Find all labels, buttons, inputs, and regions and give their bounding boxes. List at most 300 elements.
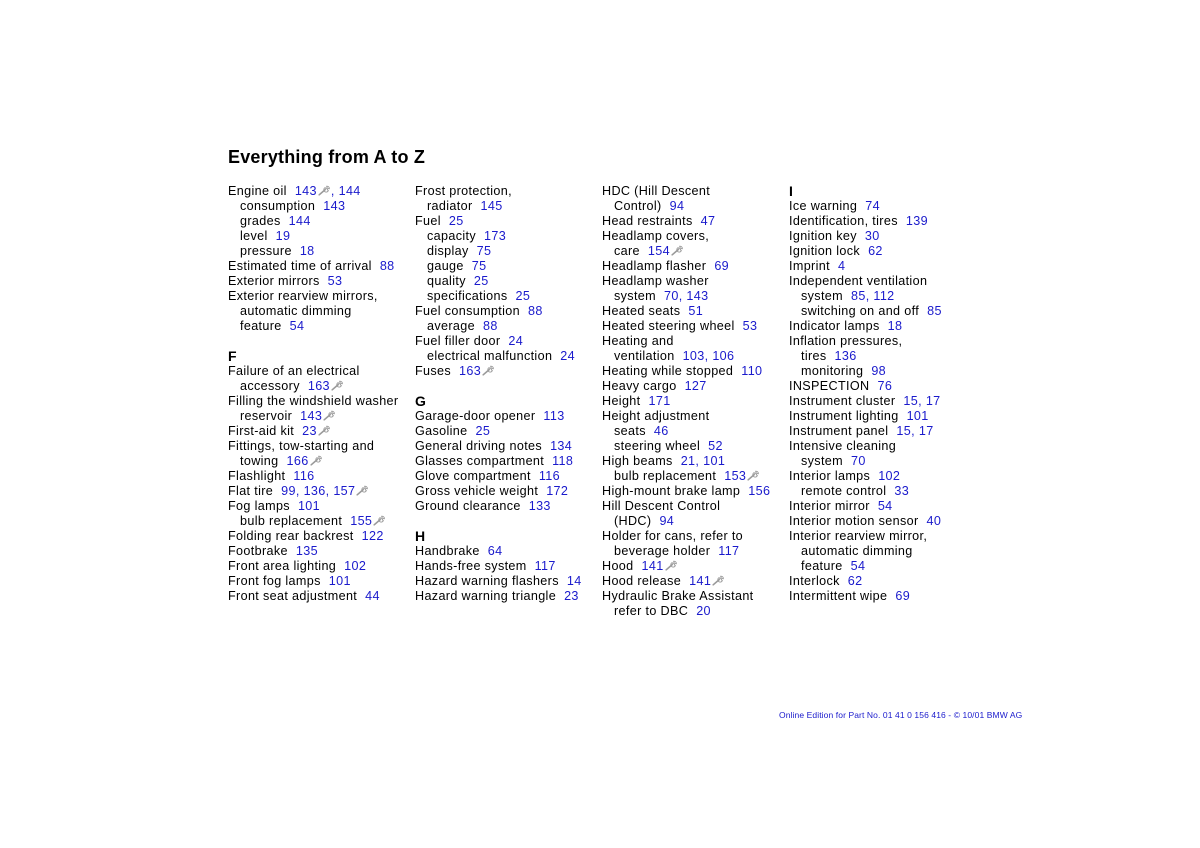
index-entry — [789, 229, 975, 244]
entry-label: ventilation — [614, 349, 675, 363]
index-subentry — [602, 514, 788, 529]
index-entry: Instrument cluster 15, 17 — [789, 394, 941, 408]
page-link[interactable]: 113 — [543, 409, 565, 423]
entry-label: system — [801, 454, 843, 468]
index-entry — [789, 259, 975, 274]
entry-label: Fuel filler door — [415, 334, 501, 348]
index-subentry — [415, 199, 601, 214]
entry-label: Interior lamps — [789, 469, 871, 483]
page-link[interactable]: 98 — [871, 364, 887, 378]
index-entry — [602, 394, 788, 409]
entry-label: monitoring — [801, 364, 864, 378]
entry-label: Heated steering wheel — [602, 319, 735, 333]
index-entry — [415, 304, 601, 319]
index-entry — [228, 394, 414, 409]
entry-label: Front fog lamps — [228, 574, 321, 588]
index-subentry — [415, 349, 601, 364]
page-link[interactable]: 54 — [850, 559, 866, 573]
page-link[interactable]: 122 — [361, 529, 384, 543]
entry-label: Fittings, tow-starting and — [228, 439, 375, 453]
page-link[interactable]: 102 — [344, 559, 367, 573]
index-entry — [415, 499, 601, 514]
page-link[interactable]: 139 — [905, 214, 928, 228]
page-link[interactable]: 171 — [648, 394, 671, 408]
page-link[interactable]: 75 — [471, 259, 487, 273]
page-link[interactable]: 47 — [700, 214, 716, 228]
page-link[interactable]: 62 — [847, 574, 863, 588]
entry-label: Instrument panel — [789, 424, 889, 438]
page-link[interactable]: 51 — [688, 304, 704, 318]
entry-label: tires — [801, 349, 827, 363]
page-link[interactable]: 127 — [684, 379, 707, 393]
wrench-icon — [356, 485, 369, 496]
page-link[interactable]: 141 — [689, 574, 712, 588]
entry-label: Handbrake — [415, 544, 480, 558]
index-subentry — [415, 289, 601, 304]
entry-label: Headlamp covers, — [602, 229, 710, 243]
page-link[interactable]: 70 — [663, 289, 679, 303]
page-link[interactable]: 101 — [703, 454, 726, 468]
index-entry — [228, 499, 414, 514]
page-link[interactable]: 25 — [473, 274, 489, 288]
entry-label: Fuses — [415, 364, 452, 378]
index-entry — [228, 274, 414, 289]
page-link[interactable]: 143 — [323, 199, 346, 213]
page-link[interactable]: 69 — [714, 259, 730, 273]
entry-label: towing — [240, 454, 279, 468]
entry-label: Garage-door opener — [415, 409, 536, 423]
wrench-icon — [665, 560, 678, 571]
index-subentry — [228, 319, 414, 334]
page-link[interactable]: 88 — [528, 304, 543, 318]
index-subentry — [228, 379, 414, 394]
index-subentry — [789, 454, 975, 469]
page-link[interactable]: 155 — [350, 514, 373, 528]
section-heading-f: F — [228, 348, 237, 364]
index-entry: Flat tire 99, 136, 157 — [228, 484, 414, 499]
page-link[interactable]: 110 — [741, 364, 763, 378]
entry-label: accessory — [240, 379, 300, 393]
index-entry — [415, 409, 601, 424]
entry-label: Footbrake — [228, 544, 288, 558]
page-link[interactable]: 163 — [459, 364, 482, 378]
page-link[interactable]: 145 — [480, 199, 503, 213]
index-entry — [415, 484, 601, 499]
page-link[interactable]: 15 — [903, 394, 919, 408]
page-link[interactable]: 40 — [926, 514, 942, 528]
wrench-icon — [712, 575, 725, 586]
page-link[interactable]: 156 — [748, 484, 771, 498]
page-link[interactable]: 23 — [302, 424, 317, 438]
page-link[interactable]: 54 — [289, 319, 305, 333]
section-heading-i: I — [789, 183, 794, 199]
index-entry — [228, 589, 414, 604]
index-subentry — [228, 409, 414, 424]
entry-label: Gasoline — [415, 424, 468, 438]
entry-label: Glasses compartment — [415, 454, 545, 468]
page-link[interactable]: 106 — [712, 349, 735, 363]
page-link[interactable]: 30 — [864, 229, 880, 243]
entry-label: beverage holder — [614, 544, 711, 558]
index-subentry — [602, 544, 788, 559]
page-title: Everything from A to Z — [228, 147, 426, 167]
entry-label: Frost protection, — [415, 184, 512, 198]
index-entry — [789, 469, 975, 484]
entry-label: bulb replacement — [240, 514, 343, 528]
page-link[interactable]: 44 — [365, 589, 380, 603]
index-entry — [228, 559, 414, 574]
page-link[interactable]: 143 — [294, 184, 317, 198]
index-entry — [415, 589, 601, 604]
edition-footer: Online Edition for Part No. 01 41 0 156 416 - © 10/01 BMW AG — [779, 710, 1023, 720]
page-link[interactable]: 136 — [303, 484, 326, 498]
index-entry — [789, 244, 975, 259]
index-subentry — [789, 304, 975, 319]
page-link[interactable]: 102 — [878, 469, 901, 483]
page-link[interactable]: 154 — [647, 244, 670, 258]
wrench-icon — [331, 380, 344, 391]
page-link[interactable]: 153 — [724, 469, 747, 483]
index-subentry — [228, 454, 414, 469]
index-subentry — [602, 244, 788, 259]
page-link[interactable]: 17 — [925, 394, 941, 408]
index-subentry: ventilation 103, 106 — [614, 349, 735, 363]
index-entry — [415, 424, 601, 439]
page-link[interactable]: 25 — [475, 424, 491, 438]
index-entry — [415, 454, 601, 469]
page-link[interactable]: 99 — [281, 484, 296, 498]
page-link[interactable]: 17 — [918, 424, 934, 438]
index-column-4 — [789, 184, 975, 604]
entry-label: Ground clearance — [415, 499, 521, 513]
entry-label: Front area lighting — [228, 559, 337, 573]
index-entry — [228, 364, 414, 379]
entry-label: High-mount brake lamp — [602, 484, 741, 498]
entry-label: radiator — [427, 199, 473, 213]
wrench-icon — [671, 245, 684, 256]
section-heading-h: H — [415, 528, 426, 544]
index-entry — [789, 514, 975, 529]
page-link[interactable]: 144 — [288, 214, 311, 228]
page-link[interactable]: 112 — [873, 289, 895, 303]
page-link[interactable]: 157 — [333, 484, 356, 498]
index-subentry — [602, 439, 788, 454]
page-link[interactable]: 143 — [686, 289, 709, 303]
index-subentry — [415, 319, 601, 334]
index-entry — [415, 574, 601, 589]
entry-label: Hydraulic Brake Assistant — [602, 589, 754, 603]
page-link[interactable]: 25 — [515, 289, 531, 303]
page-link[interactable]: 135 — [295, 544, 318, 558]
page-link[interactable]: 101 — [906, 409, 929, 423]
page-link[interactable]: 19 — [275, 229, 291, 243]
index-subentry — [602, 604, 788, 619]
entry-label: Imprint — [789, 259, 830, 273]
index-entry — [228, 439, 414, 454]
page-link[interactable]: 101 — [297, 499, 321, 513]
page-link[interactable]: 76 — [877, 379, 893, 393]
index-entry — [789, 439, 975, 454]
page-link[interactable]: 14 — [566, 574, 582, 588]
index-entry — [602, 574, 788, 589]
entry-label: Hood — [602, 559, 634, 573]
wrench-icon — [373, 515, 386, 526]
entry-label: Indicator lamps — [789, 319, 880, 333]
index-entry — [415, 469, 601, 484]
entry-label: refer to DBC — [614, 604, 689, 618]
index-subentry — [789, 544, 975, 559]
entry-label: Flat tire — [228, 484, 274, 498]
index-subentry — [228, 514, 414, 529]
entry-label: capacity — [427, 229, 476, 243]
index-entry — [415, 544, 601, 559]
entry-label: Engine oil — [228, 184, 287, 198]
wrench-icon — [310, 455, 323, 466]
page-link[interactable]: 46 — [653, 424, 669, 438]
page-link[interactable]: 144 — [338, 184, 361, 198]
index-column-2 — [415, 184, 601, 604]
entry-label: level — [240, 229, 268, 243]
index-entry — [602, 589, 788, 604]
page-link[interactable]: 163 — [307, 379, 330, 393]
page-link[interactable]: 134 — [550, 439, 573, 453]
page-link[interactable]: 70 — [850, 454, 866, 468]
index-entry — [228, 259, 414, 274]
page-link[interactable]: 85 — [850, 289, 866, 303]
page-link[interactable]: 53 — [327, 274, 343, 288]
page-link[interactable]: 94 — [659, 514, 675, 528]
index-entry — [789, 529, 975, 544]
wrench-icon — [323, 410, 336, 421]
index-entry — [415, 439, 601, 454]
page-link[interactable]: 24 — [560, 349, 576, 363]
entry-label: specifications — [427, 289, 508, 303]
page-link[interactable]: 54 — [877, 499, 893, 513]
entry-label: Interlock — [789, 574, 840, 588]
index-entry: Instrument panel 15, 17 — [789, 424, 934, 438]
page-link[interactable]: 25 — [448, 214, 464, 228]
page-link[interactable]: 23 — [564, 589, 579, 603]
section-heading-g: G — [415, 393, 427, 409]
index-subentry — [789, 349, 975, 364]
page-link[interactable]: 172 — [546, 484, 569, 498]
page-link[interactable]: 18 — [887, 319, 903, 333]
entry-label: Intensive cleaning — [789, 439, 897, 453]
entry-label: display — [427, 244, 469, 258]
entry-label: Folding rear backrest — [228, 529, 354, 543]
entry-label: Heavy cargo — [602, 379, 677, 393]
index-entry — [415, 334, 601, 349]
page-link[interactable]: 116 — [293, 469, 315, 483]
page-link[interactable]: 143 — [300, 409, 323, 423]
entry-label: electrical malfunction — [427, 349, 553, 363]
entry-label: seats — [614, 424, 646, 438]
entry-label: Independent ventilation — [789, 274, 928, 288]
entry-label: INSPECTION — [789, 379, 870, 393]
page-link[interactable]: 33 — [894, 484, 910, 498]
entry-label: steering wheel — [614, 439, 701, 453]
entry-label: Interior rearview mirror, — [789, 529, 928, 543]
index-entry: Engine oil 143 , 144 — [228, 184, 361, 198]
entry-label: HDC (Hill Descent — [602, 184, 711, 198]
index-entry — [789, 409, 975, 424]
index-entry — [602, 214, 788, 229]
index-subentry — [415, 259, 601, 274]
wrench-icon — [318, 185, 331, 196]
entry-label: Inflation pressures, — [789, 334, 903, 348]
index-subentry — [228, 229, 414, 244]
entry-label: Gross vehicle weight — [415, 484, 539, 498]
entry-label: Hood release — [602, 574, 682, 588]
page-link[interactable]: 20 — [696, 604, 711, 618]
entry-label: Heating and — [602, 334, 674, 348]
page-link[interactable]: 53 — [742, 319, 758, 333]
wrench-icon — [318, 425, 331, 436]
wrench-icon — [747, 470, 760, 481]
wrench-icon — [482, 365, 495, 376]
entry-label: Filling the windshield washer — [228, 394, 399, 408]
index-entry — [602, 364, 788, 379]
page-link[interactable]: 133 — [528, 499, 551, 513]
index-subentry — [789, 559, 975, 574]
entry-label: Ice warning — [789, 199, 858, 213]
page-link[interactable]: 62 — [868, 244, 883, 258]
entry-label: Heated seats — [602, 304, 681, 318]
index-entry — [789, 274, 975, 289]
index-subentry — [789, 364, 975, 379]
page-link[interactable]: 4 — [837, 259, 846, 273]
entry-label: care — [614, 244, 640, 258]
index-subentry — [228, 214, 414, 229]
index-subentry: system 70, 143 — [614, 289, 709, 303]
index-subentry — [602, 469, 788, 484]
page-link[interactable]: 75 — [476, 244, 492, 258]
entry-label: Hazard warning triangle — [415, 589, 557, 603]
entry-label: system — [614, 289, 656, 303]
page-link[interactable]: 85 — [927, 304, 942, 318]
page-link[interactable]: 103 — [682, 349, 705, 363]
index-entry — [602, 334, 788, 349]
index-entry — [228, 574, 414, 589]
entry-label: Interior motion sensor — [789, 514, 919, 528]
index-subentry — [789, 484, 975, 499]
index-entry — [602, 484, 788, 499]
entry-label: Height — [602, 394, 641, 408]
entry-label: Hazard warning flashers — [415, 574, 559, 588]
index-entry: High beams 21, 101 — [602, 454, 726, 468]
index-entry — [602, 304, 788, 319]
page-link[interactable]: 101 — [328, 574, 351, 588]
index-subentry — [415, 244, 601, 259]
entry-label: Fuel consumption — [415, 304, 521, 318]
page-link[interactable]: 117 — [718, 544, 740, 558]
page-link[interactable]: 18 — [299, 244, 315, 258]
entry-label: Failure of an electrical — [228, 364, 360, 378]
page-link[interactable]: 173 — [484, 229, 507, 243]
index-entry — [789, 574, 975, 589]
page-link[interactable]: 136 — [834, 349, 857, 363]
entry-label: Hill Descent Control — [602, 499, 721, 513]
entry-label: feature — [801, 559, 843, 573]
entry-label: bulb replacement — [614, 469, 717, 483]
page-link[interactable]: 15 — [896, 424, 912, 438]
entry-label: Control) — [614, 199, 662, 213]
page-link[interactable]: 69 — [895, 589, 911, 603]
entry-label: First-aid kit — [228, 424, 295, 438]
entry-label: Intermittent wipe — [789, 589, 888, 603]
index-entry — [228, 469, 414, 484]
entry-label: Identification, tires — [789, 214, 898, 228]
page-link[interactable]: 166 — [286, 454, 309, 468]
index-entry — [789, 214, 975, 229]
entry-label: quality — [427, 274, 466, 288]
entry-label: High beams — [602, 454, 673, 468]
page-link[interactable]: 88 — [482, 319, 498, 333]
page-link[interactable]: 141 — [641, 559, 664, 573]
entry-label: Front seat adjustment — [228, 589, 358, 603]
page-link[interactable]: 94 — [669, 199, 685, 213]
index-entry — [789, 589, 975, 604]
entry-label: Interior mirror — [789, 499, 870, 513]
index-subentry: system 85, 112 — [801, 289, 895, 303]
entry-label: Hands-free system — [415, 559, 527, 573]
index-subentry — [228, 199, 414, 214]
entry-label: Instrument lighting — [789, 409, 899, 423]
page-link[interactable]: 117 — [534, 559, 556, 573]
page-link[interactable]: 24 — [508, 334, 524, 348]
entry-label: Head restraints — [602, 214, 693, 228]
index-subentry — [228, 304, 414, 319]
entry-label: (HDC) — [614, 514, 652, 528]
page-link[interactable]: 64 — [487, 544, 503, 558]
index-entry — [602, 529, 788, 544]
index-entry — [415, 364, 601, 379]
entry-label: feature — [240, 319, 282, 333]
entry-label: Estimated time of arrival — [228, 259, 372, 273]
index-entry — [602, 379, 788, 394]
index-subentry — [228, 244, 414, 259]
entry-label: pressure — [240, 244, 292, 258]
entry-label: Exterior rearview mirrors, — [228, 289, 378, 303]
page-link[interactable]: 116 — [538, 469, 560, 483]
page-link[interactable]: 21 — [680, 454, 696, 468]
entry-label: consumption — [240, 199, 316, 213]
index-subentry — [602, 199, 788, 214]
index-column-1 — [228, 184, 414, 604]
index-entry — [789, 499, 975, 514]
index-entry — [602, 499, 788, 514]
entry-label: Ignition lock — [789, 244, 861, 258]
entry-label: Instrument cluster — [789, 394, 896, 408]
page-link[interactable]: 74 — [865, 199, 880, 213]
index-entry — [602, 229, 788, 244]
entry-label: Headlamp washer — [602, 274, 709, 288]
page-link[interactable]: 88 — [379, 259, 395, 273]
entry-label: automatic dimming — [801, 544, 913, 558]
entry-label: Exterior mirrors — [228, 274, 320, 288]
entry-label: gauge — [427, 259, 464, 273]
page-link[interactable]: 118 — [552, 454, 574, 468]
entry-label: grades — [240, 214, 281, 228]
index-entry — [228, 289, 414, 304]
entry-label: Fog lamps — [228, 499, 290, 513]
entry-label: General driving notes — [415, 439, 543, 453]
entry-label: average — [427, 319, 475, 333]
index-entry — [602, 274, 788, 289]
index-subentry — [415, 274, 601, 289]
entry-label: Ignition key — [789, 229, 857, 243]
page-link[interactable]: 52 — [708, 439, 723, 453]
